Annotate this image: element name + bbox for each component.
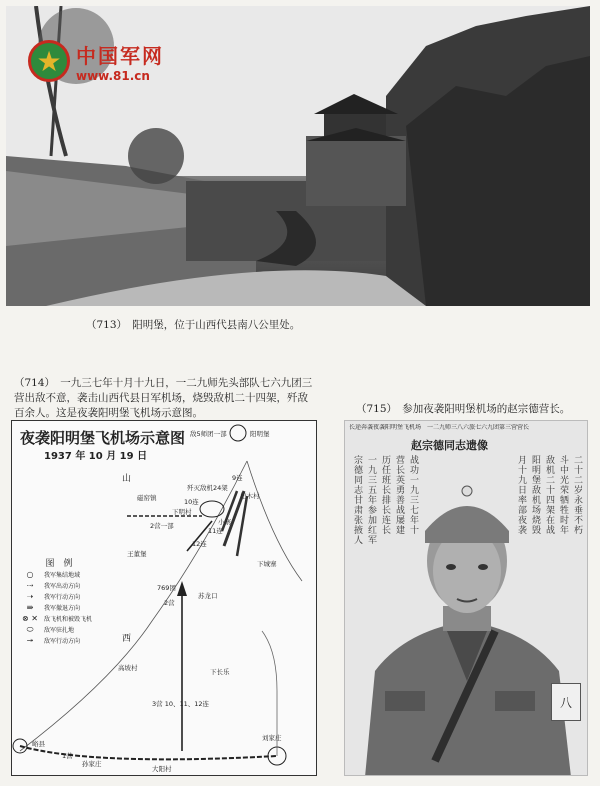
map-place-wangzhuang: 王董堡 (127, 550, 147, 558)
legend-label: 我军出动方向 (44, 583, 81, 590)
zhao-zongde-portrait (344, 420, 588, 776)
map-legend (16, 556, 102, 646)
yangmingbao-photo (6, 6, 590, 306)
ellipse-icon: ⬭ (26, 624, 34, 634)
solid-arrow-icon: ➝ (26, 591, 34, 601)
map-place-liujiazhuang: 刘家庄 (262, 734, 282, 742)
portrait-text-col: 月十九日率部夜袭 (516, 455, 526, 535)
attack-map (11, 420, 317, 776)
portrait-text-col: 二十二岁永垂不朽 (572, 455, 582, 535)
map-place-planes: 歼灭敌机24架 (187, 484, 228, 492)
legend-label: 我军撤退方向 (44, 605, 81, 612)
portrait-heading: 赵宗德同志遗像 (411, 439, 488, 452)
legend-row (16, 580, 102, 591)
map-title: 夜袭阳明堡飞机场示意图 (20, 429, 186, 447)
portrait-text-col: 敌机二十四架在战 (544, 455, 554, 535)
watermark-site-name: 中国军网 (76, 43, 164, 68)
legend-row (16, 602, 102, 613)
legend-row (16, 624, 102, 635)
legend-label: 我军行动方向 (44, 594, 81, 601)
site-watermark (28, 36, 164, 86)
circle-icon: ○ (26, 569, 34, 579)
legend-title: 图 例 (45, 559, 73, 569)
legend-label: 敌军驻扎地 (44, 627, 75, 634)
armband-badge: 八 (551, 683, 581, 721)
map-place-daixian: 峪县 (32, 740, 45, 748)
map-place-guard: 敌5师团一部 (190, 430, 227, 438)
map-region-shan: 山 (122, 474, 132, 484)
map-place-sunjiazhuang: 孙家庄 (82, 760, 102, 768)
portrait-text-col: 营长英勇善战屡建 (394, 455, 404, 535)
map-unit-3: 3营 10、11、12连 (152, 700, 210, 708)
legend-row (16, 569, 102, 580)
map-place-xiaomei: 小寨 (218, 518, 231, 526)
map-place-dayang: 大阳村 (152, 765, 172, 773)
dashed-arrow-icon: ⇢ (26, 580, 34, 590)
caption-714: （714） 一九三七年十月十九日，一二九师先头部队七六九团三营出敌不意，袭击山西代县日军机场，烧毁敌机二十四架，歼敌百余人。这是夜袭阳明堡飞机场示意图。 (14, 377, 313, 419)
legend-label: 我军集结地域 (44, 572, 81, 579)
map-place-sukou: 苏龙口 (198, 592, 218, 600)
hatched-arrow-icon: ⇛ (26, 602, 34, 612)
map-region-xi: 西 (122, 634, 132, 644)
star-icon: ★ (28, 40, 70, 82)
portrait-text-col: 阳明堡敌机场烧毁 (530, 455, 540, 535)
legend-row (16, 635, 102, 646)
soldier-illustration (345, 421, 588, 776)
map-unit-11: 11连 (208, 527, 223, 535)
legend-label: 敌飞机和被毁飞机 (44, 616, 93, 623)
map-unit-9: 9连 (232, 474, 243, 482)
map-date: 1937 年 10 月 19 日 (44, 451, 148, 462)
map-unit-2a: 2营一部 (150, 522, 174, 530)
portrait-text-col: 历任班长排长连长 (380, 455, 390, 535)
watermark-url: www.81.cn (76, 68, 150, 83)
portrait-text-col: 斗中光荣牺牲时年 (558, 455, 568, 535)
caption-713: （713） 阳明堡，位于山西代县南八公里处。 (86, 319, 301, 331)
map-place-xiaobao: 下城寨 (257, 560, 277, 568)
map-place-bomei: 柏木村 (240, 492, 260, 500)
map-unit-12: 12连 (192, 540, 207, 548)
map-place-769: 769团 (157, 584, 176, 592)
map-place-xiamingcun: 下明村 (172, 508, 192, 516)
map-unit-1: 1营 (62, 752, 73, 760)
map-place-xiachang: 下长乐 (210, 668, 230, 676)
portrait-text-col: 一九三五年参加红军 (366, 455, 376, 545)
legend-row (16, 613, 102, 624)
map-place-qiaozhuang: 磁窑镇 (137, 494, 157, 502)
legend-row (16, 591, 102, 602)
caption-715: （715） 参加夜袭阳明堡机场的赵宗德营长。 (356, 403, 571, 415)
map-place-gaobei: 高坡村 (118, 664, 138, 672)
enemy-arrow-icon: ↠ (26, 635, 34, 645)
legend-label: 敌军行动方向 (44, 638, 81, 645)
map-place-yangmingbao: 阳明堡 (250, 430, 270, 438)
portrait-topline: 长途奔袭夜袭阳明堡飞机场 一二九师三八六旅七六九团第三营营长 (349, 424, 530, 431)
portrait-text-col: 宗德同志甘肃张掖人 (352, 455, 362, 545)
map-unit-10: 10连 (184, 498, 199, 506)
plane-icon: ⊗ ✕ (22, 613, 38, 623)
map-unit-2: 2营 (164, 599, 175, 607)
portrait-text-col: 战功一九三七年十 (408, 455, 418, 535)
